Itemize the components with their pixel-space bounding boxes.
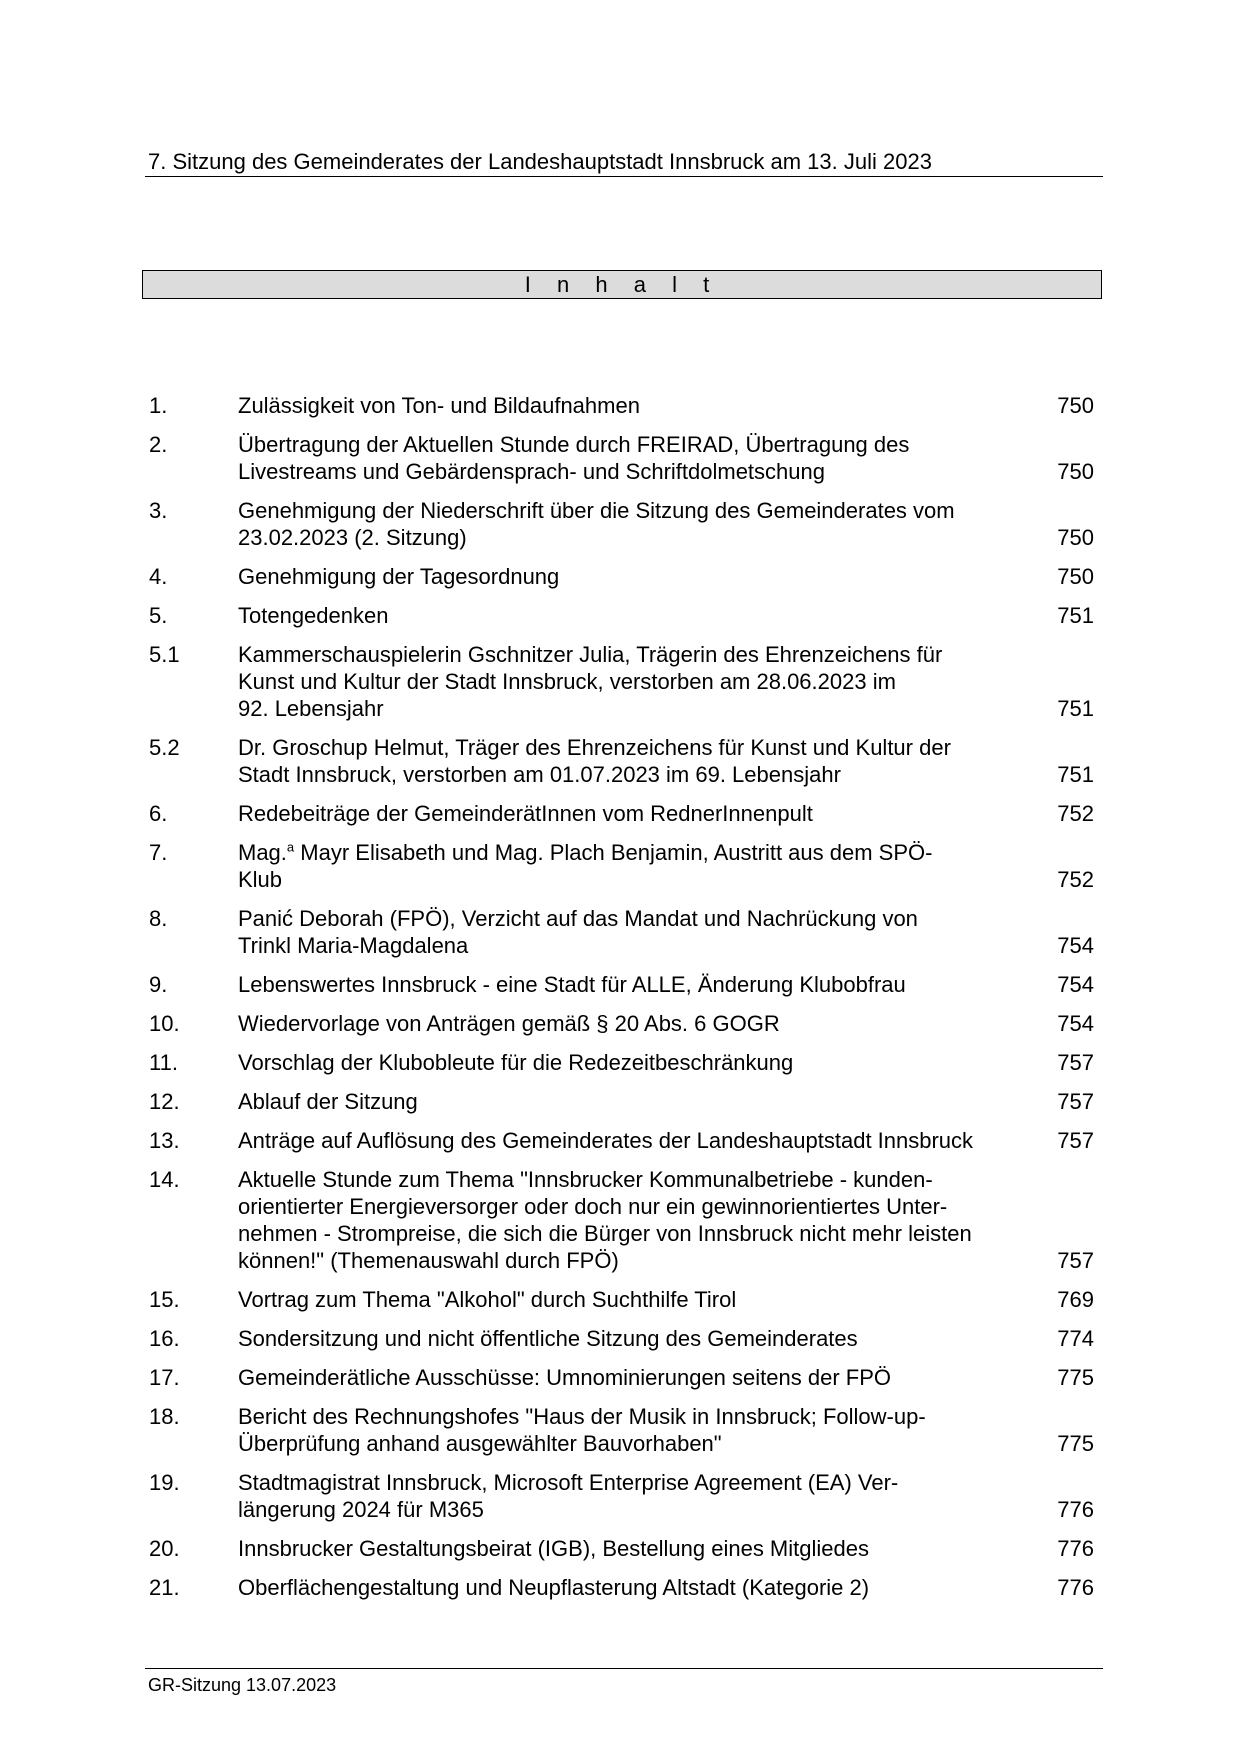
toc-entry-title-line: Bericht des Rechnungshofes "Haus der Musik in Innsbruck; Follow-up- — [238, 1404, 926, 1429]
toc-entry-title-line: Genehmigung der Niederschrift über die Sitzung des Gemeinderates vom — [238, 498, 955, 523]
toc-entry-number: 13. — [149, 1128, 180, 1153]
toc-entry-number: 18. — [149, 1404, 180, 1429]
toc-entry-number: 16. — [149, 1326, 180, 1351]
toc-entry-page: 751 — [1057, 603, 1094, 628]
toc-entry-title-line: Panić Deborah (FPÖ), Verzicht auf das Mandat und Nachrückung von — [238, 906, 918, 931]
toc-entry-title — [238, 839, 1038, 893]
toc-entry — [149, 734, 1094, 788]
toc-entry-title-line: Kammerschauspielerin Gschnitzer Julia, Trägerin des Ehrenzeichens für — [238, 642, 943, 667]
toc-entry-title — [238, 1166, 1038, 1274]
toc-entry-title-line: Wiedervorlage von Anträgen gemäß § 20 Abs. 6 GOGR — [238, 1011, 780, 1036]
toc-entry-page: 750 — [1057, 564, 1094, 589]
toc-entry — [149, 1286, 1094, 1313]
toc-entry-page: 751 — [1057, 696, 1094, 721]
toc-entry-title-line: Stadtmagistrat Innsbruck, Microsoft Enterprise Agreement (EA) Ver- — [238, 1470, 899, 1495]
toc-entry-title-line: Anträge auf Auflösung des Gemeinderates der Landeshauptstadt Innsbruck — [238, 1128, 974, 1153]
toc-entry — [149, 971, 1094, 998]
table-of-contents — [149, 392, 1094, 1613]
toc-entry-number: 14. — [149, 1167, 180, 1192]
toc-entry-title — [238, 602, 1038, 629]
toc-entry-page: 754 — [1057, 972, 1094, 997]
toc-entry-page: 776 — [1057, 1536, 1094, 1561]
toc-entry-title-line: Dr. Groschup Helmut, Träger des Ehrenzeichens für Kunst und Kultur der — [238, 735, 951, 760]
toc-entry-title — [238, 1010, 1038, 1037]
toc-entry — [149, 563, 1094, 590]
toc-entry-number: 9. — [149, 972, 168, 997]
toc-entry-title — [238, 641, 1038, 722]
toc-entry-title-line: Zulässigkeit von Ton- und Bildaufnahmen — [238, 393, 640, 418]
toc-entry-number: 7. — [149, 840, 168, 865]
toc-entry — [149, 1127, 1094, 1154]
toc-entry — [149, 641, 1094, 722]
toc-entry-number: 4. — [149, 564, 168, 589]
toc-entry — [149, 905, 1094, 959]
toc-entry-title — [238, 1088, 1038, 1115]
page-header — [145, 149, 1103, 177]
toc-entry — [149, 1364, 1094, 1391]
toc-entry-title — [238, 1364, 1038, 1391]
toc-entry-page: 776 — [1057, 1575, 1094, 1600]
toc-entry-number: 5. — [149, 603, 168, 628]
toc-entry-title-line: Vorschlag der Klubobleute für die Redezeitbeschränkung — [238, 1050, 794, 1075]
toc-entry-page: 757 — [1057, 1248, 1094, 1273]
toc-entry-page: 774 — [1057, 1326, 1094, 1351]
page-footer — [145, 1668, 1103, 1696]
toc-entry — [149, 1088, 1094, 1115]
toc-entry-title — [238, 392, 1038, 419]
toc-entry-title — [238, 1049, 1038, 1076]
toc-entry — [149, 431, 1094, 485]
toc-entry-page: 757 — [1057, 1050, 1094, 1075]
toc-entry-title-line: Oberflächengestaltung und Neupflasterung Altstadt (Kategorie 2) — [238, 1575, 870, 1600]
toc-entry — [149, 1166, 1094, 1274]
toc-entry-title-line: Vortrag zum Thema "Alkohol" durch Suchthilfe Tirol — [238, 1287, 737, 1312]
toc-entry-title-line: nehmen - Strompreise, die sich die Bürger von Innsbruck nicht mehr leisten — [238, 1221, 972, 1246]
toc-entry-number: 15. — [149, 1287, 180, 1312]
toc-entry-number: 10. — [149, 1011, 180, 1036]
toc-entry-title-line: Genehmigung der Tagesordnung — [238, 564, 560, 589]
toc-entry-title-line: Aktuelle Stunde zum Thema "Innsbrucker Kommunalbetriebe - kunden- — [238, 1167, 933, 1192]
toc-entry — [149, 1574, 1094, 1601]
toc-entry-title-line: Sondersitzung und nicht öffentliche Sitzung des Gemeinderates — [238, 1326, 858, 1351]
toc-entry-title — [238, 431, 1038, 485]
toc-entry — [149, 1010, 1094, 1037]
toc-entry-title-line: Kunst und Kultur der Stadt Innsbruck, verstorben am 28.06.2023 im — [238, 669, 896, 694]
toc-entry-title — [238, 971, 1038, 998]
toc-entry — [149, 392, 1094, 419]
contents-heading: I n h a l t — [524, 272, 720, 297]
toc-entry-title-line: Klub — [238, 867, 283, 892]
toc-entry-title — [238, 1325, 1038, 1352]
toc-entry-page: 776 — [1057, 1497, 1094, 1522]
toc-entry — [149, 1535, 1094, 1562]
toc-entry-title — [238, 734, 1038, 788]
toc-entry-title-line: Livestreams und Gebärdensprach- und Schriftdolmetschung — [238, 459, 825, 484]
toc-entry-page: 750 — [1057, 459, 1094, 484]
toc-entry-title — [238, 1286, 1038, 1313]
toc-entry-title-line: längerung 2024 für M365 — [238, 1497, 484, 1522]
toc-entry-title-line: Mag.$^a$ Mayr Elisabeth und Mag. Plach Benjamin, Austritt aus dem SPÖ- — [238, 839, 933, 865]
toc-entry-page: 750 — [1057, 393, 1094, 418]
footer-text: GR-Sitzung 13.07.2023 — [148, 1675, 337, 1695]
toc-entry-title-line: Übertragung der Aktuellen Stunde durch FREIRAD, Übertragung des — [238, 432, 910, 457]
toc-entry — [149, 839, 1094, 893]
toc-entry-title-line: Trinkl Maria-Magdalena — [238, 933, 469, 958]
toc-entry-title-line: Stadt Innsbruck, verstorben am 01.07.2023 im 69. Lebensjahr — [238, 762, 841, 787]
toc-entry-number: 12. — [149, 1089, 180, 1114]
toc-entry-page: 751 — [1057, 762, 1094, 787]
contents-heading-box — [142, 270, 1102, 299]
toc-entry-title — [238, 1469, 1038, 1523]
toc-entry-page: 754 — [1057, 1011, 1094, 1036]
toc-entry-page: 754 — [1057, 933, 1094, 958]
header-title: 7. Sitzung des Gemeinderates der Landeshauptstadt Innsbruck am 13. Juli 2023 — [148, 149, 932, 174]
toc-entry-page: 769 — [1057, 1287, 1094, 1312]
toc-entry — [149, 1469, 1094, 1523]
toc-entry-page: 752 — [1057, 867, 1094, 892]
toc-entry-title-line: orientierter Energieversorger oder doch nur ein gewinnorientiertes Unter- — [238, 1194, 948, 1219]
toc-entry-number: 11. — [149, 1050, 178, 1075]
toc-entry-number: 5.1 — [149, 642, 180, 667]
toc-entry-page: 752 — [1057, 801, 1094, 826]
toc-entry-title — [238, 497, 1038, 551]
toc-entry-number: 19. — [149, 1470, 180, 1495]
toc-entry-number: 2. — [149, 432, 168, 457]
toc-entry — [149, 497, 1094, 551]
toc-entry-title — [238, 1127, 1038, 1154]
toc-entry-number: 21. — [149, 1575, 180, 1600]
toc-entry-title-line: Totengedenken — [238, 603, 389, 628]
toc-entry-number: 3. — [149, 498, 168, 523]
toc-entry-page: 750 — [1057, 525, 1094, 550]
toc-entry-number: 5.2 — [149, 735, 180, 760]
toc-entry-title-line: 23.02.2023 (2. Sitzung) — [238, 525, 467, 550]
toc-entry-title-line: Ablauf der Sitzung — [238, 1089, 418, 1114]
toc-entry-title-line: Lebenswertes Innsbruck - eine Stadt für ALLE, Änderung Klubobfrau — [238, 972, 906, 997]
toc-entry-title-line: Überprüfung anhand ausgewählter Bauvorhaben" — [238, 1431, 722, 1456]
toc-entry — [149, 602, 1094, 629]
toc-entry-title — [238, 1403, 1038, 1457]
toc-entry-title-line: Redebeiträge der GemeinderätInnen vom RednerInnenpult — [238, 801, 813, 826]
toc-entry-number: 6. — [149, 801, 168, 826]
toc-entry-number: 8. — [149, 906, 168, 931]
toc-entry-title — [238, 1574, 1038, 1601]
toc-entry — [149, 1049, 1094, 1076]
toc-entry-number: 17. — [149, 1365, 180, 1390]
toc-entry-title-line: können!" (Themenauswahl durch FPÖ) — [238, 1248, 619, 1273]
toc-entry — [149, 1325, 1094, 1352]
toc-entry-title — [238, 800, 1038, 827]
toc-entry-title — [238, 1535, 1038, 1562]
toc-entry-title-line: Innsbrucker Gestaltungsbeirat (IGB), Bestellung eines Mitgliedes — [238, 1536, 869, 1561]
toc-entry-number: 20. — [149, 1536, 180, 1561]
toc-entry-title-line: Gemeinderätliche Ausschüsse: Umnominierungen seitens der FPÖ — [238, 1365, 891, 1390]
toc-entry — [149, 800, 1094, 827]
toc-entry-page: 775 — [1057, 1365, 1094, 1390]
toc-entry-page: 757 — [1057, 1128, 1094, 1153]
toc-entry-number: 1. — [149, 393, 168, 418]
toc-entry-page: 757 — [1057, 1089, 1094, 1114]
toc-entry-title — [238, 563, 1038, 590]
toc-entry-title-line: 92. Lebensjahr — [238, 696, 384, 721]
toc-entry — [149, 1403, 1094, 1457]
toc-entry-title — [238, 905, 1038, 959]
toc-entry-page: 775 — [1057, 1431, 1094, 1456]
